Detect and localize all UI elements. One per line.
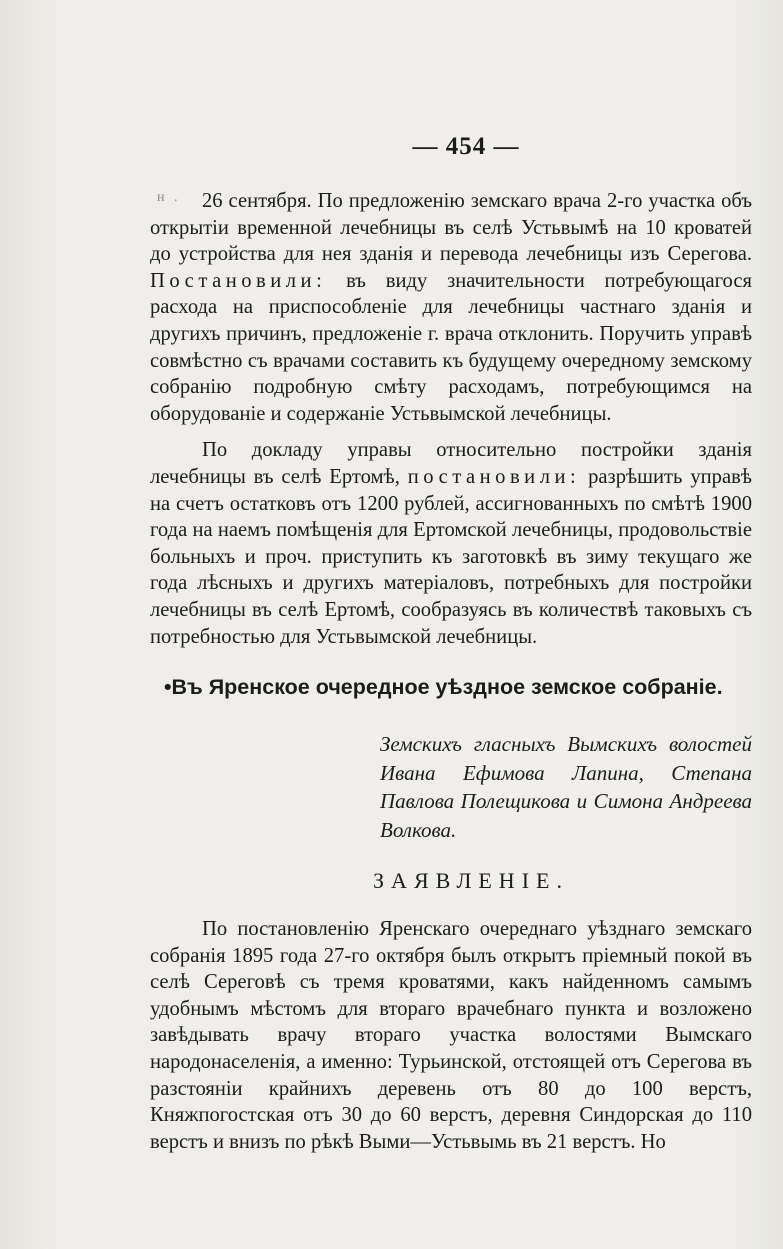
- paragraph-1: [150, 188, 752, 427]
- stray-mark: н .: [157, 190, 181, 205]
- paragraph-2-text: По докладу управы относительно постройки зданія лечебницы въ селѣ Ертомѣ,: [150, 439, 752, 488]
- paragraph-1-text: 26 сентября. По предложенію земскаго врача 2-го участка объ открытіи временной лечебницы въ селѣ Устьвымѣ на 10 кроватей до устройства для нея зданія и перевода лечебницы изъ Серегова.: [150, 190, 752, 266]
- page-number: — 454 —: [412, 133, 520, 160]
- signature-block: Земскихъ гласныхъ Вымскихъ волостей Ивана Ефимова Лапина, Степана Павлова Полещикова и Симона Андреева Волкова.: [380, 732, 752, 842]
- paragraph-2: [150, 437, 752, 650]
- paragraph-1-rest: въ виду значительности потребующагося расхода на приспособленіе для лечебницы частнаго зданія и другихъ причинъ, предложеніе г. врача отклонить. Поручить управѣ совмѣстно съ врачами составить къ будущему очередному земскому собранію подробную смѣту расходамъ, потребующимся на оборудованіе и содержаніе Устьвымской лечебницы.: [150, 269, 752, 425]
- paragraph-3: По постановленію Яренскаго очереднаго уѣзднаго земскаго собранія 1895 года 27-го октября былъ открытъ пріемный покой въ селѣ Сереговѣ съ тремя кроватями, какъ найденномъ самымъ удобнымъ мѣстомъ для втораго врачебнаго пункта и возложено завѣдывать врачу втораго участка волостями Вымскаго народонаселенія, а именно: Турьинской, отстоящей отъ Серегова въ разстояніи крайнихъ деревень отъ 80 до 100 верстъ, Княжпогостская отъ 30 до 60 верстъ, деревня Синдорская до 110 верстъ и внизъ по рѣкѣ Выми—Устьвымь въ 21 верстъ. Но: [150, 918, 752, 1153]
- paragraph-2-rest: разрѣшить управѣ на счетъ остатковъ отъ 1200 рублей, ассигнованныхъ по смѣтѣ 1900 года на наемъ помѣщенія для Ертомской лечебницы, продовольствіе больныхъ и проч. приступить къ заготовкѣ въ зиму текущаго же года лѣсныхъ и другихъ матеріаловъ, потребныхъ для постройки лечебницы въ селѣ Ертомѣ, сообразуясь въ количествѣ таковыхъ съ потребностью для Устьвымской лечебницы.: [150, 465, 752, 648]
- paragraph-1-label: Постановили:: [150, 269, 327, 292]
- section-heading: •Въ Яренское очередное уѣздное земское собраніе.: [164, 675, 723, 700]
- page-content: [150, 128, 752, 1155]
- document-title: ЗАЯВЛЕНІЕ.: [373, 868, 569, 894]
- paragraph-2-label: постановили:: [407, 465, 581, 488]
